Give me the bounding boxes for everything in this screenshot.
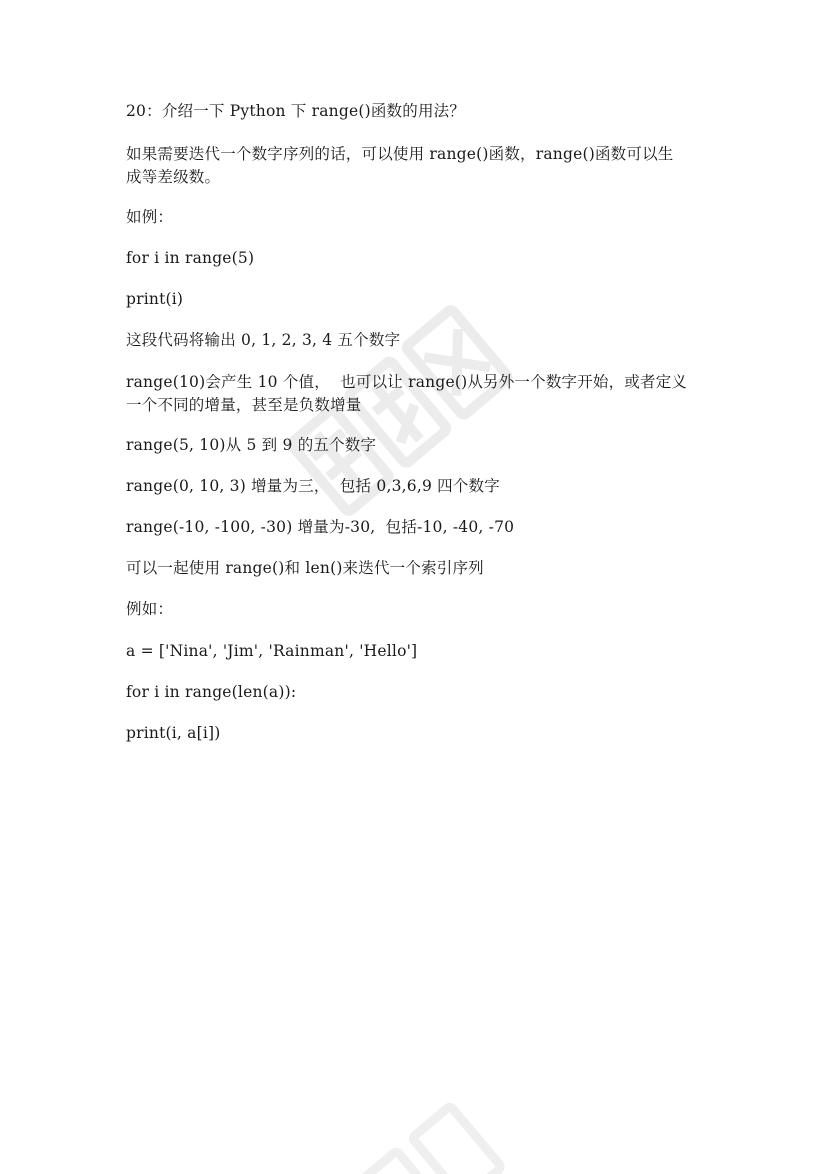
paragraph-line: range(10)会产生 10 个值， 也可以让 range()从另外一个数字开始，或者定义 bbox=[126, 373, 688, 391]
paragraph-line: 成等差级数。 bbox=[126, 168, 221, 186]
paragraph-line: range(5, 10)从 5 到 9 的五个数字 bbox=[126, 436, 377, 454]
example-label: 例如： bbox=[126, 600, 174, 618]
paragraph-line: range(0, 10, 3) 增量为三， 包括 0,3,6,9 四个数字 bbox=[126, 477, 500, 495]
code-line: print(i) bbox=[126, 290, 184, 308]
code-line: for i in range(5) bbox=[126, 249, 255, 267]
code-line: print(i, a[i]) bbox=[126, 724, 221, 742]
paragraph-line: 这段代码将输出 0, 1, 2, 3, 4 五个数字 bbox=[126, 331, 401, 349]
question-heading: 20：介绍一下 Python 下 range()函数的用法？ bbox=[126, 102, 466, 120]
paragraph-line: 一个不同的增量，甚至是负数增量 bbox=[126, 396, 362, 414]
watermark-bottom-icon bbox=[330, 1095, 530, 1174]
paragraph-line: 可以一起使用 range()和 len()来迭代一个索引序列 bbox=[126, 559, 484, 577]
example-label: 如例： bbox=[126, 208, 174, 226]
code-line: a = ['Nina', 'Jim', 'Rainman', 'Hello'] bbox=[126, 642, 418, 660]
code-line: for i in range(len(a)): bbox=[126, 683, 297, 701]
paragraph-line: range(-10, -100, -30) 增量为-30, 包括-10, -40, -70 bbox=[126, 518, 515, 536]
paragraph-line: 如果需要迭代一个数字序列的话，可以使用 range()函数，range()函数可以生 bbox=[126, 145, 674, 163]
